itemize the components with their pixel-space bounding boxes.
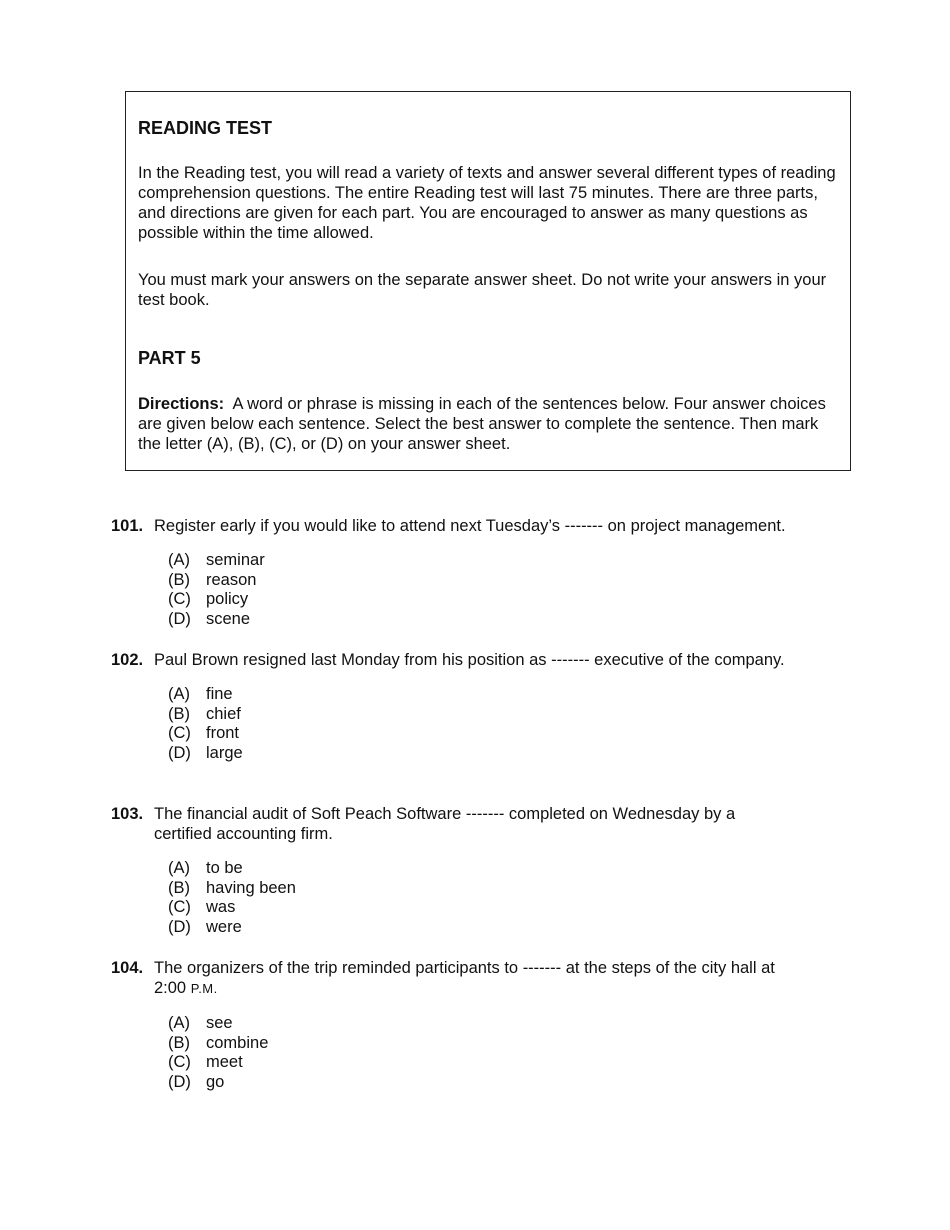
reading-test-title: READING TEST [138,118,273,138]
option-text: fine [206,685,233,703]
option-d[interactable] [168,610,831,630]
option-letter: (A) [168,685,190,703]
option-letter: (D) [168,1073,191,1092]
answer-options [111,551,831,630]
option-letter: (D) [168,918,191,937]
option-text: policy [206,590,249,609]
question-stem [111,650,794,670]
option-letter: (B) [168,878,190,897]
option-b[interactable] [168,1034,831,1054]
option-letter: (D) [168,744,191,763]
option-letter: (C) [168,724,191,743]
question-number: 101. [111,517,144,535]
option-letter: (C) [168,1053,191,1072]
question-text: The organizers of the trip reminded participants to ------- at the steps of the city hall at 2:00 [154,959,775,997]
question-stem [111,958,794,999]
option-c[interactable] [168,724,831,744]
option-text: to be [206,859,243,877]
answer-sheet-paragraph: You must mark your answers on the separate answer sheet. Do not write your answers in your test book. [138,271,827,309]
option-text: were [206,918,242,937]
directions-paragraph [138,394,838,454]
option-a[interactable] [168,685,831,705]
directions-text: A word or phrase is missing in each of the sentences below. Four answer choices are given below each sentence. Select the best answer to complete the sentence. Then mark the letter (A), (B), (C), or (D) on your answer sheet. [138,395,826,453]
option-text: see [206,1014,233,1032]
question-103 [111,804,831,938]
question-102 [111,650,831,764]
option-letter: (A) [168,859,190,877]
option-d[interactable] [168,744,831,764]
question-stem [111,516,854,536]
question-number: 102. [111,651,144,669]
question-text: Paul Brown resigned last Monday from his position as ------- executive of the company. [154,651,785,669]
option-b[interactable] [168,705,831,725]
option-b[interactable] [168,571,831,591]
option-letter: (A) [168,551,190,569]
option-text: seminar [206,551,265,569]
question-text: Register early if you would like to attend next Tuesday’s ------- on project management. [154,517,786,535]
option-a[interactable] [168,551,831,571]
question-text: The financial audit of Soft Peach Software ------- completed on Wednesday by a certified accounting firm. [154,805,736,843]
option-c[interactable] [168,590,831,610]
answer-options [111,859,831,938]
question-number: 103. [111,805,144,823]
question-stem [111,804,794,844]
option-text: was [206,898,236,917]
directions-label: Directions: [138,395,225,413]
option-letter: (B) [168,570,190,589]
intro-paragraph: In the Reading test, you will read a variety of texts and answer several different types of reading comprehension questions. The entire Reading test will last 75 minutes. There are three parts, and directions are given for each part. You are encouraged to answer as many questions as possible within the time allowed. [138,164,836,242]
question-101 [111,516,831,630]
option-text: scene [206,610,251,629]
option-letter: (D) [168,610,191,629]
option-b[interactable] [168,879,831,899]
option-letter: (B) [168,704,190,723]
option-d[interactable] [168,1073,831,1093]
time-suffix: P.M. [190,981,218,996]
option-text: large [206,744,243,763]
option-text: reason [206,570,257,589]
instructions-box [125,91,851,471]
option-letter: (C) [168,590,191,609]
option-c[interactable] [168,898,831,918]
answer-options [111,1014,831,1093]
part-title: PART 5 [138,348,201,368]
answer-options [111,685,831,764]
option-letter: (A) [168,1014,190,1032]
option-letter: (B) [168,1033,190,1052]
option-text: front [206,724,240,743]
option-text: having been [206,878,296,897]
option-text: go [206,1073,225,1092]
option-letter: (C) [168,898,191,917]
option-a[interactable] [168,1014,831,1034]
option-text: meet [206,1053,243,1072]
option-c[interactable] [168,1053,831,1073]
question-104 [111,958,831,1093]
option-d[interactable] [168,918,831,938]
option-text: chief [206,704,241,723]
question-number: 104. [111,959,144,977]
option-text: combine [206,1033,269,1052]
option-a[interactable] [168,859,831,879]
